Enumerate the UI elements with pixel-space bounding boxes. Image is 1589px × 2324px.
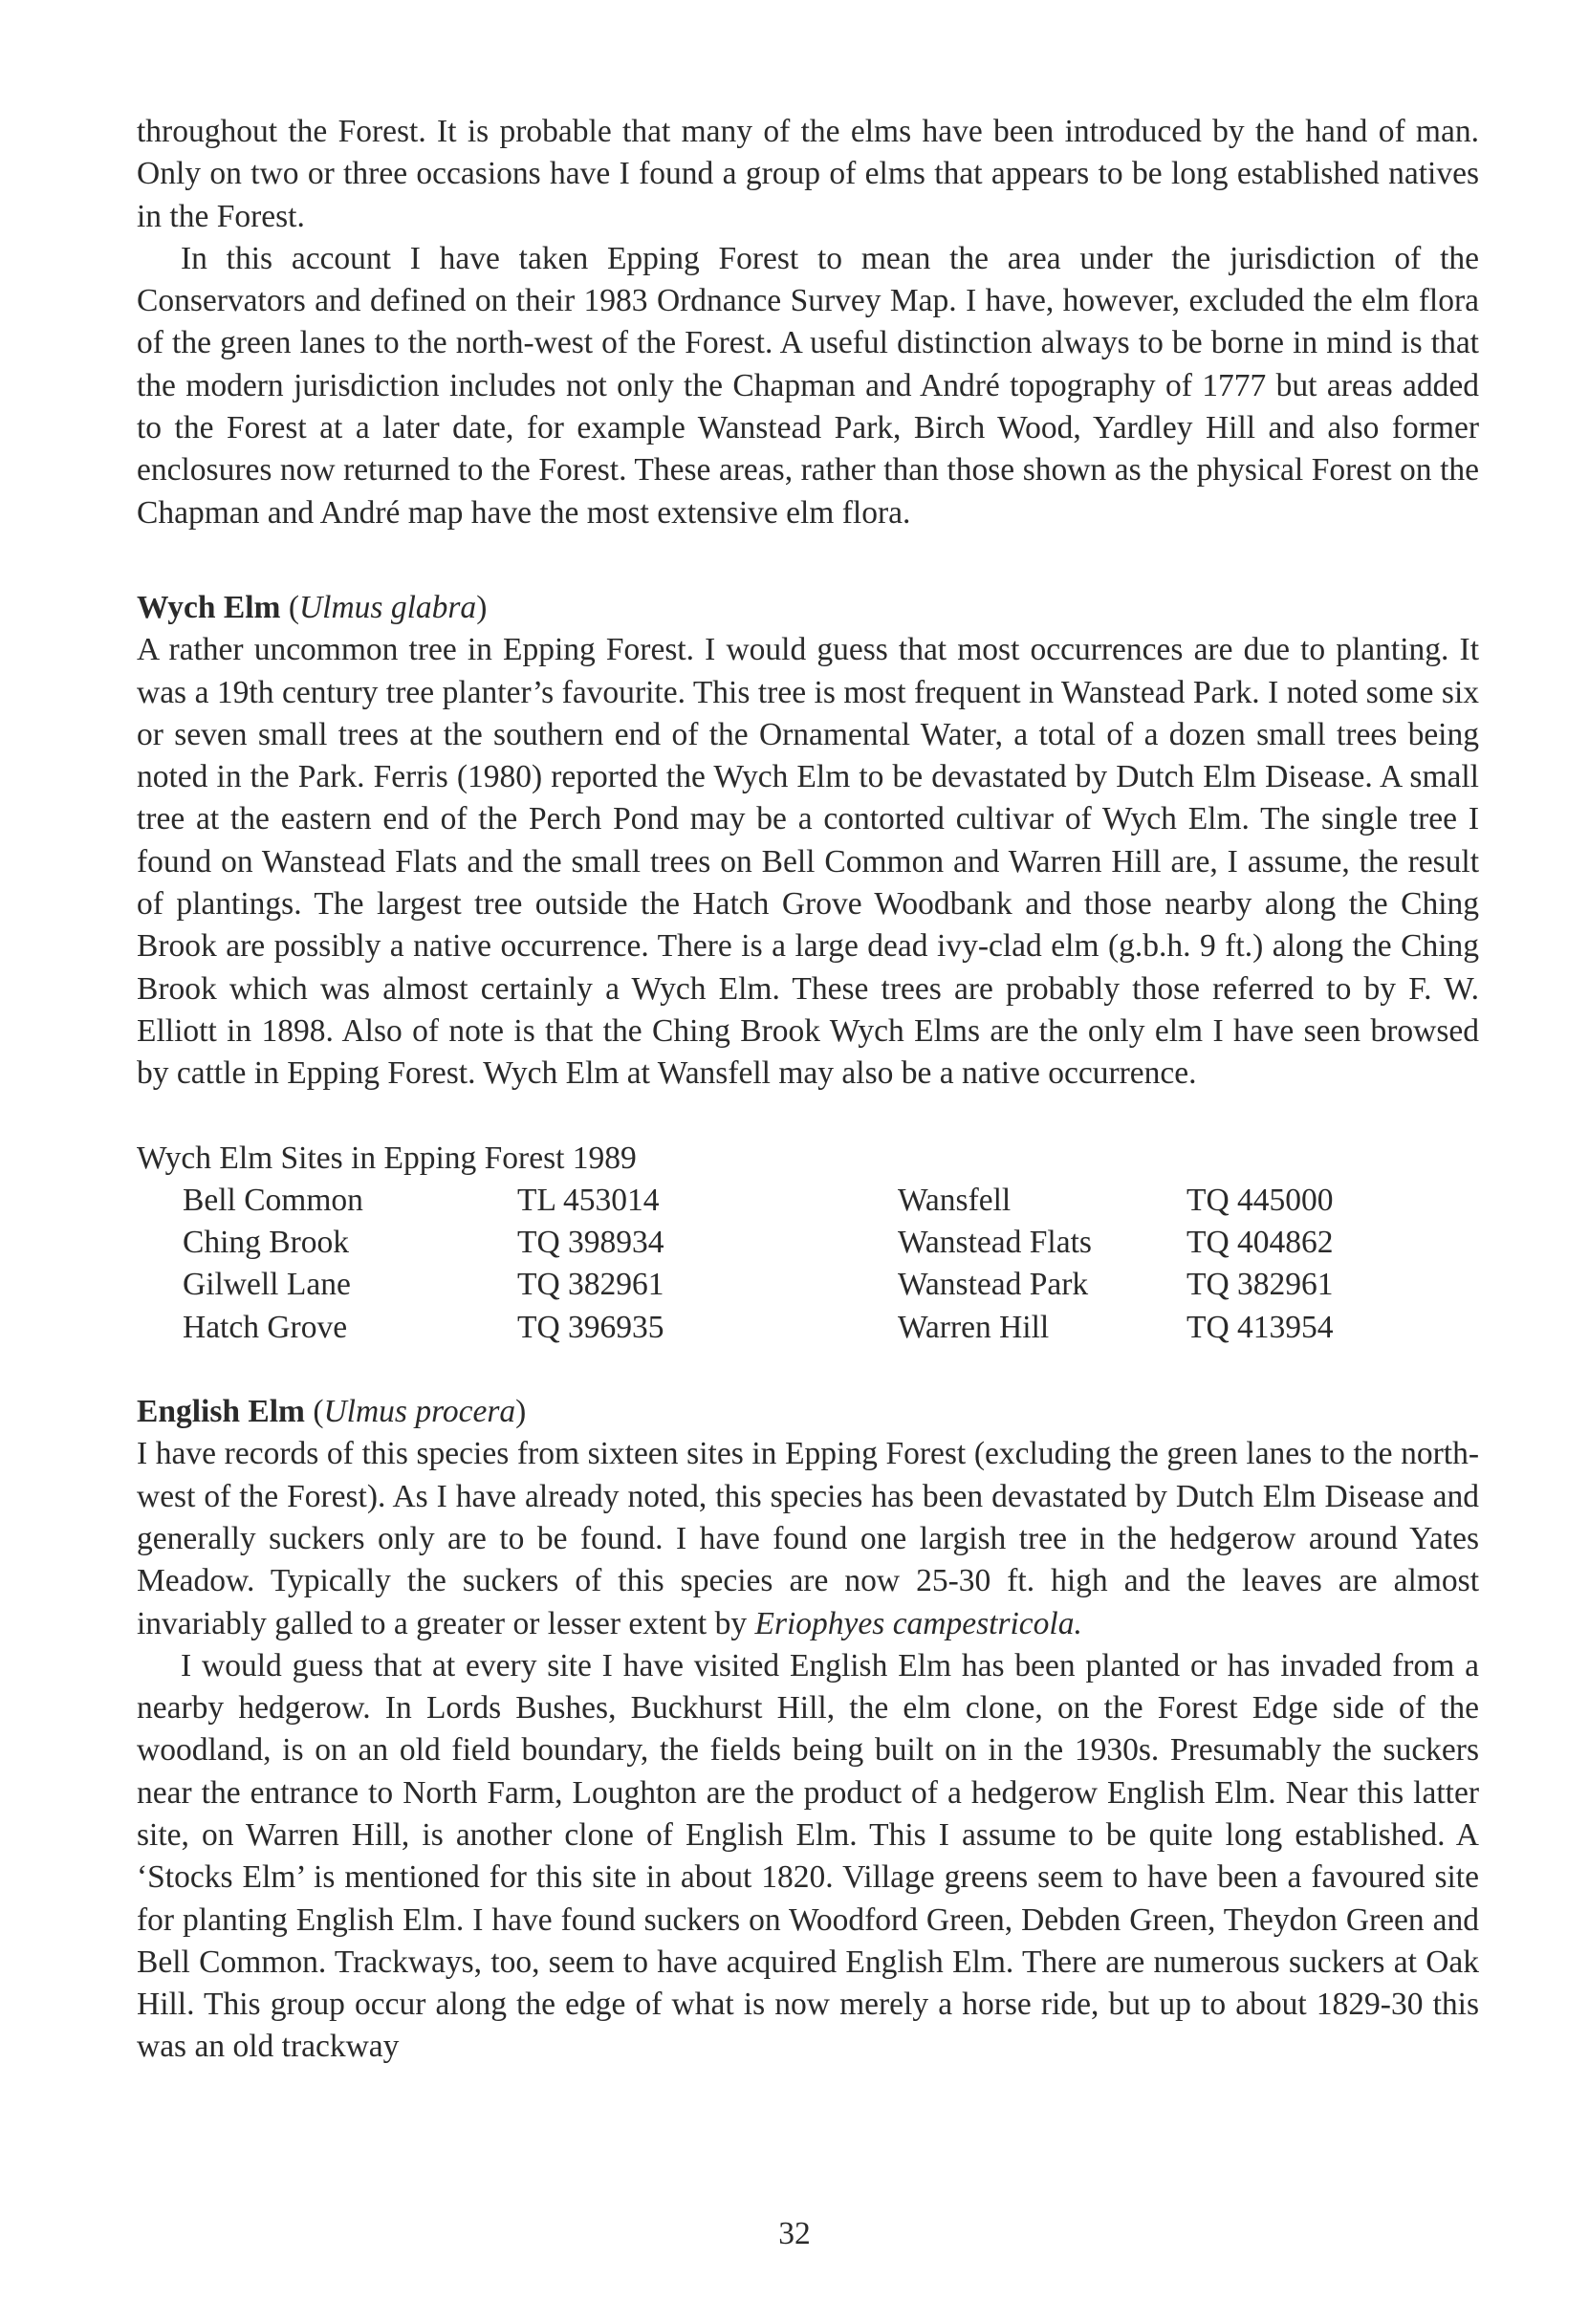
table-row bbox=[183, 1307, 1378, 1349]
site-name: Bell Common bbox=[183, 1182, 363, 1218]
english-elm-paragraph-2: I would guess that at every site I have visited English Elm has been planted or has invaded from a nearby hedgerow. In Lords Bushes, Buckhurst Hill, the elm clone, on the Forest Edge side of the woodland, is on an old field boundary, the fields being built on in the 1930s. Presumably the suckers near the entrance to North Farm, Loughton are the product of a hedgerow English Elm. Near this latter site, on Warren Hill, is another clone of English Elm. This I assume to be quite long established. A ‘Stocks Elm’ is mentioned for this site in about 1820. Village greens seem to have been a favoured site for planting English Elm. I have found suckers on Woodford Green, Debden Green, Theydon Green and Bell Common. Trackways, too, seem to have acquired English Elm. There are numerous suckers at Oak Hill. This group occur along the edge of what is now merely a horse ride, but up to about 1829-30 this was an old trackway bbox=[137, 1647, 1479, 2065]
grid-reference: TQ 398934 bbox=[517, 1225, 664, 1261]
english-elm-heading: English Elm (Ulmus procera) bbox=[137, 1394, 527, 1430]
sites-table-title: Wych Elm Sites in Epping Forest 1989 bbox=[137, 1140, 637, 1176]
section-gap bbox=[137, 1096, 1479, 1138]
site-name: Ching Brook bbox=[183, 1225, 350, 1261]
wych-elm-sites-table bbox=[183, 1180, 1378, 1349]
section-gap bbox=[137, 1349, 1479, 1391]
intro-paragraph-2: In this account I have taken Epping Forest to mean the area under the jurisdiction of the Conservators and defined on their 1983 Ordnance Survey Map. I have, however, excluded the elm flora of the green lanes to the north-west of the Forest. A useful distinction always to be borne in mind is that the modern jurisdiction includes not only the Chapman and André topography of 1777 but areas added to the Forest at a later date, for example Wanstead Park, Birch Wood, Yardley Hill and also former enclosures now returned to the Forest. These areas, rather than those shown as the physical Forest on the Chapman and André map have the most extensive elm flora. bbox=[137, 240, 1479, 531]
english-elm-paragraph-1-text: I have records of this species from sixteen sites in Epping Forest (excluding the green lanes to the north-west of the Forest). As I have already noted, this species has been devastated by Dutch Elm Disease and generally suckers only are to be found. I have found one largish tree in the hedgerow around Yates Meadow. Typically the suckers of this species are now 25-30 ft. high and the leaves are almost invariably galled to a greater or lesser extent by bbox=[137, 1436, 1479, 1641]
section-gap bbox=[137, 534, 1479, 587]
grid-reference: TQ 445000 bbox=[1186, 1182, 1334, 1218]
site-name: Wanstead Flats bbox=[898, 1225, 1092, 1261]
page-number: 32 bbox=[778, 2216, 811, 2251]
english-elm-paragraph-1 bbox=[137, 1433, 1479, 1644]
site-name: Hatch Grove bbox=[183, 1309, 348, 1345]
english-elm-title: English Elm bbox=[137, 1394, 305, 1430]
grid-reference: TQ 396935 bbox=[517, 1309, 664, 1345]
grid-reference: TQ 382961 bbox=[517, 1267, 664, 1303]
wych-elm-heading: Wych Elm (Ulmus glabra) bbox=[137, 589, 488, 625]
page-body bbox=[137, 111, 1479, 2069]
site-name: Wanstead Park bbox=[898, 1267, 1089, 1303]
site-name: Warren Hill bbox=[898, 1309, 1050, 1345]
intro-paragraph-1: throughout the Forest. It is probable that many of the elms have been introduced by the hand of man. Only on two or three occasions have I found a group of elms that appears to be long established natives in the Forest. bbox=[137, 114, 1479, 234]
english-elm-latin-name: Ulmus procera bbox=[323, 1394, 516, 1430]
wych-elm-paragraph: A rather uncommon tree in Epping Forest. I would guess that most occurrences are due to planting. It was a 19th century tree planter’s favourite. This tree is most frequent in Wanstead Park. I noted some six or seven small trees at the southern end of the Ornamental Water, a total of a dozen small trees being noted in the Park. Ferris (1980) reported the Wych Elm to be devastated by Dutch Elm Disease. A small tree at the eastern end of the Perch Pond may be a contorted cultivar of Wych Elm. The single tree I found on Wanstead Flats and the small trees on Bell Common and Warren Hill are, I assume, the result of plantings. The largest tree outside the Hatch Grove Woodbank and those nearby along the Ching Brook are possibly a native occurrence. There is a large dead ivy-clad elm (g.b.h. 9 ft.) along the Ching Brook which was almost certainly a Wych Elm. These trees are probably those referred to by F. W. Elliott in 1898. Also of note is that the Ching Brook Wych Elms are the only elm I have seen browsed by cattle in Epping Forest. Wych Elm at Wansfell may also be a native occurrence. bbox=[137, 632, 1479, 1092]
site-name: Gilwell Lane bbox=[183, 1267, 351, 1303]
grid-reference: TQ 382961 bbox=[1186, 1267, 1334, 1303]
grid-reference: TQ 404862 bbox=[1186, 1225, 1334, 1261]
table-row bbox=[183, 1264, 1378, 1306]
wych-elm-latin-name: Ulmus glabra bbox=[298, 589, 477, 625]
table-row bbox=[183, 1222, 1378, 1264]
wych-elm-title: Wych Elm bbox=[137, 589, 281, 625]
grid-reference: TL 453014 bbox=[517, 1182, 660, 1218]
grid-reference: TQ 413954 bbox=[1186, 1309, 1334, 1345]
gall-mite-species-name: Eriophyes campestricola. bbox=[754, 1605, 1082, 1641]
table-row bbox=[183, 1180, 1378, 1222]
site-name: Wansfell bbox=[898, 1182, 1012, 1218]
